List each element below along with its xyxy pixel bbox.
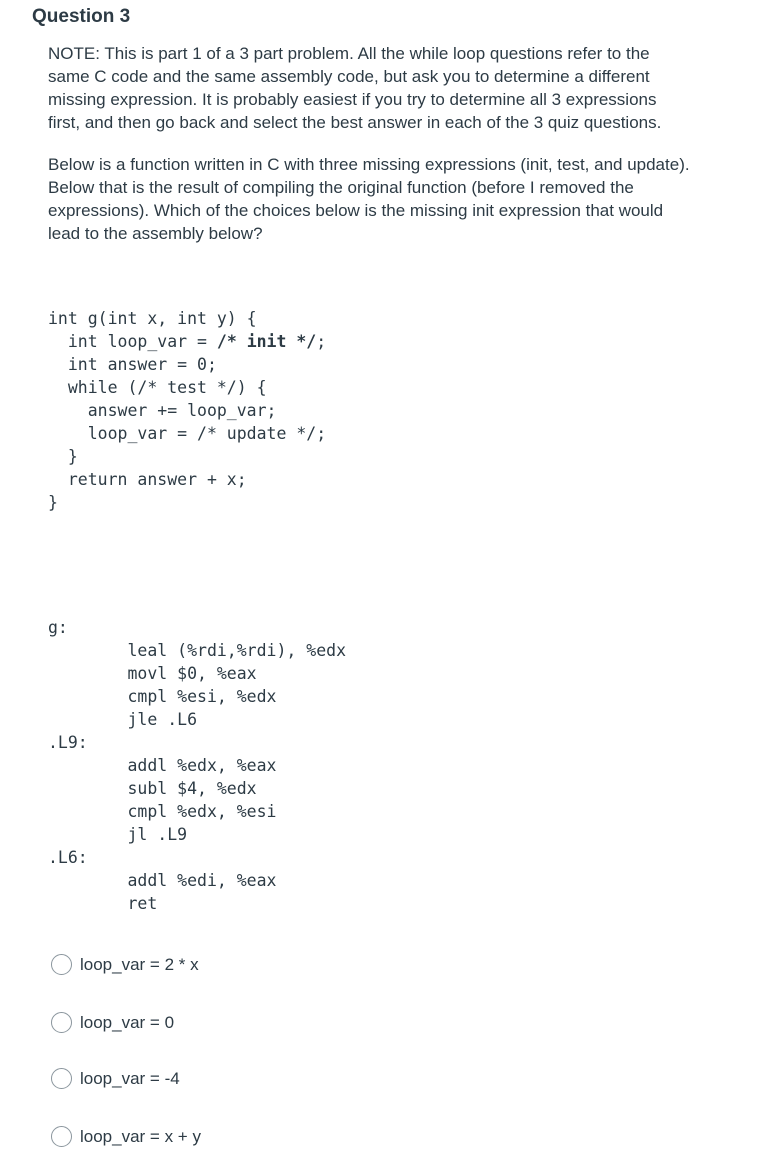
code-line: loop_var = /* update */; — [48, 424, 327, 443]
note-paragraph: NOTE: This is part 1 of a 3 part problem. All the while loop questions refer to the same C code and the same assembly code, but ask you to determine a different missing expression. It is probably easiest if you try to determine all 3 expressions first, and then go back and select the best answer in each of the 3 quiz questions. — [48, 44, 662, 132]
radio-button[interactable] — [51, 954, 72, 975]
code-line: ; — [316, 332, 327, 351]
code-line: int loop_var = — [48, 332, 217, 351]
choice-label: loop_var = 0 — [80, 1012, 175, 1032]
code-line: } — [48, 447, 78, 466]
radio-button[interactable] — [51, 1126, 72, 1147]
code-line: answer += loop_var; — [48, 401, 277, 420]
c-code-block — [48, 307, 326, 514]
init-placeholder: /* init */ — [216, 332, 317, 351]
code-line: int answer = 0; — [48, 355, 217, 374]
choice-label: loop_var = x + y — [80, 1126, 201, 1146]
code-line: return answer + x; — [48, 470, 247, 489]
choice-label: loop_var = 2 * x — [80, 954, 199, 974]
radio-button[interactable] — [51, 1012, 72, 1033]
answer-choice-2[interactable] — [51, 1012, 174, 1033]
prompt-paragraph: Below is a function written in C with three missing expressions (init, test, and update). Below that is the result of compiling the original function (before I removed the expressions). Which of the choices below is the missing init expression that would lead to the assembly below? — [48, 155, 690, 243]
radio-button[interactable] — [51, 1068, 72, 1089]
code-line: while (/* test */) { — [48, 378, 267, 397]
answer-choice-4[interactable] — [51, 1126, 201, 1147]
assembly-code-block: g: leal (%rdi,%rdi), %edx movl $0, %eax cmpl %esi, %edx jle .L6 .L9: addl %edx, %eax subl $4, %edx cmpl %edx, %esi jl .L9 .L6: addl %edi, %eax ret — [48, 618, 347, 913]
choice-label: loop_var = -4 — [80, 1068, 180, 1088]
answer-choice-3[interactable] — [51, 1068, 180, 1089]
code-line: int g(int x, int y) { — [48, 309, 257, 328]
answer-choice-1[interactable] — [51, 954, 199, 975]
question-title: Question 3 — [32, 6, 131, 27]
code-line: } — [48, 493, 58, 512]
